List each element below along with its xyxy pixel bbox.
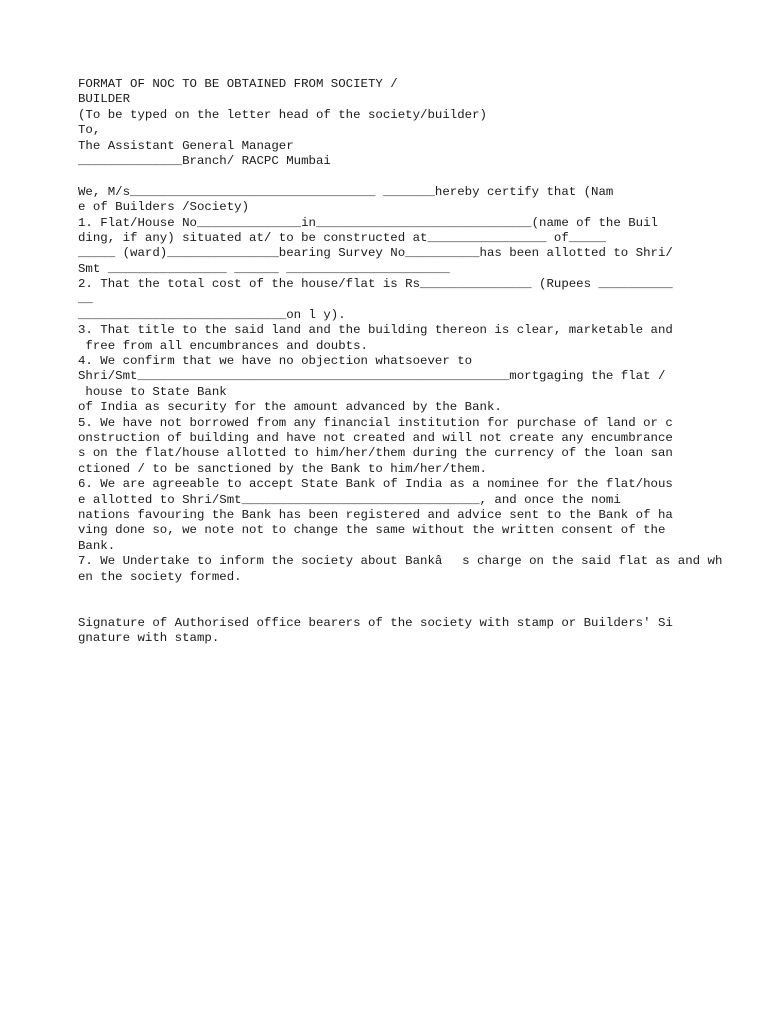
clause-7-line: 7. We Undertake to inform the society about Bankâs charge on the said flat as and wh — [78, 554, 723, 569]
clause-3-line: free from all encumbrances and doubts. — [78, 338, 368, 353]
signature-line: Signature of Authorised office bearers of the society with stamp or Builders' Si — [78, 615, 673, 630]
document-title-line-2: BUILDER — [78, 92, 131, 107]
clause-6-line: 6. We are agreeable to accept State Bank of India as a nominee for the flat/hous — [78, 477, 673, 492]
clause-1-line: Smt ________________ ______ ______________________ — [78, 261, 450, 276]
clause-1-line: ding, if any) situated at/ to be constructed at________________ of_____ — [78, 230, 606, 245]
clause-4-line: 4. We confirm that we have no objection whatsoever to — [78, 354, 473, 369]
body-line: We, M/s_________________________________ _______hereby certify that (Nam — [78, 184, 614, 199]
clause-5-line: ctioned / to be sanctioned by the Bank to him/her/them. — [78, 461, 487, 476]
header-block — [78, 77, 758, 169]
clause-6-line: Bank. — [78, 538, 116, 553]
clause-3-line: 3. That title to the said land and the building thereon is clear, marketable and — [78, 323, 673, 338]
spacer — [78, 169, 758, 184]
clause-4-line: of India as security for the amount advanced by the Bank. — [78, 400, 502, 415]
clause-7-line: en the society formed. — [78, 569, 242, 584]
noc-document — [78, 77, 758, 646]
clause-6-line: e allotted to Shri/Smt________________________________, and once the nomi — [78, 492, 621, 507]
salutation-to: To, — [78, 123, 101, 138]
clause-2-line: __ — [78, 292, 93, 307]
body-line: e of Builders /Society) — [78, 200, 250, 215]
signature-line: gnature with stamp. — [78, 631, 220, 646]
clause-1-line: _____ (ward)_______________bearing Survey No__________has been allotted to Shri/ — [78, 246, 673, 261]
clause-5-line: 5. We have not borrowed from any financial institution for purchase of land or c — [78, 415, 673, 430]
clause-2-line: ____________________________on l y). — [78, 307, 346, 322]
clause-6-line: nations favouring the Bank has been registered and advice sent to the Bank of ha — [78, 507, 673, 522]
recipient-branch: ______________Branch/ RACPC Mumbai — [78, 153, 331, 168]
clause-5-line: onstruction of building and have not created and will not create any encumbrance — [78, 430, 673, 445]
clause-6-line: ving done so, we note not to change the same without the written consent of the — [78, 523, 666, 538]
clause-1-line: 1. Flat/House No______________in_____________________________(name of the Buil — [78, 215, 658, 230]
clause-2-line: 2. That the total cost of the house/flat is Rs_______________ (Rupees __________ — [78, 277, 673, 292]
signature-block — [78, 616, 758, 647]
clause-4-line: house to State Bank — [78, 384, 227, 399]
body-block — [78, 185, 758, 585]
document-title-line-1: FORMAT OF NOC TO BE OBTAINED FROM SOCIETY / — [78, 77, 398, 91]
clause-5-line: s on the flat/house allotted to him/her/them during the currency of the loan san — [78, 446, 673, 461]
letterhead-instruction: (To be typed on the letter head of the society/builder) — [78, 107, 487, 122]
spacer — [78, 585, 758, 616]
clause-4-line: Shri/Smt__________________________________________________mortgaging the flat / — [78, 369, 666, 384]
recipient-title: The Assistant General Manager — [78, 138, 294, 153]
